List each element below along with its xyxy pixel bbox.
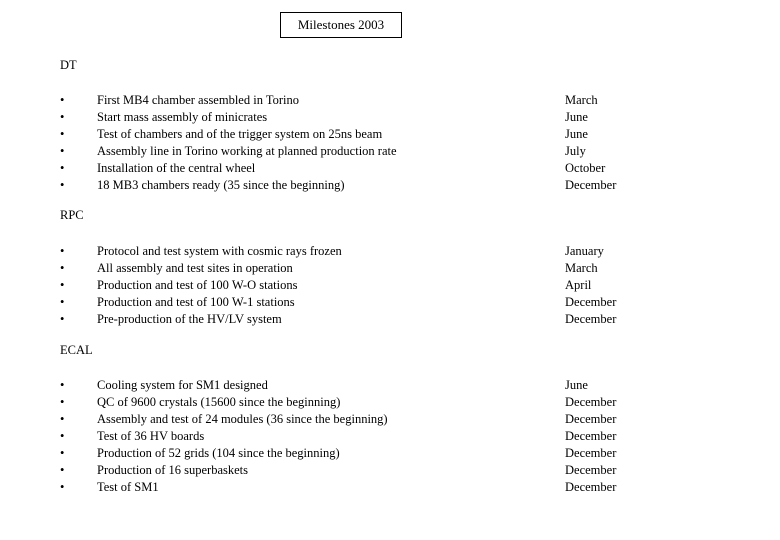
milestone-month: March xyxy=(565,261,598,275)
milestone-month: March xyxy=(565,93,598,107)
bullet-icon: • xyxy=(60,446,65,460)
milestone-row xyxy=(0,462,780,479)
milestone-task: Test of chambers and of the trigger system on 25ns beam xyxy=(97,127,383,141)
milestone-task: Production and test of 100 W-O stations xyxy=(97,278,298,292)
milestone-task: Cooling system for SM1 designed xyxy=(97,378,268,392)
milestone-row xyxy=(0,143,780,160)
milestone-row xyxy=(0,294,780,311)
bullet-icon: • xyxy=(60,93,65,107)
milestone-month: December xyxy=(565,312,617,326)
milestone-month: December xyxy=(565,463,617,477)
milestone-month: December xyxy=(565,295,617,309)
milestone-row xyxy=(0,260,780,277)
bullet-icon: • xyxy=(60,261,65,275)
bullet-icon: • xyxy=(60,110,65,124)
bullet-icon: • xyxy=(60,244,65,258)
bullet-icon: • xyxy=(60,312,65,326)
milestone-task: 18 MB3 chambers ready (35 since the beginning) xyxy=(97,178,345,192)
milestone-row xyxy=(0,109,780,126)
milestone-list xyxy=(0,243,780,328)
milestone-task: Test of 36 HV boards xyxy=(97,429,205,443)
milestone-row xyxy=(0,177,780,194)
milestone-row xyxy=(0,377,780,394)
milestone-task: Installation of the central wheel xyxy=(97,161,256,175)
milestone-row xyxy=(0,445,780,462)
milestone-task: All assembly and test sites in operation xyxy=(97,261,293,275)
milestone-month: December xyxy=(565,446,617,460)
milestone-task: Start mass assembly of minicrates xyxy=(97,110,268,124)
milestone-task: Protocol and test system with cosmic rays frozen xyxy=(97,244,342,258)
milestone-task: Production and test of 100 W-1 stations xyxy=(97,295,295,309)
milestone-month: January xyxy=(565,244,604,258)
milestone-month: December xyxy=(565,429,617,443)
milestone-task: First MB4 chamber assembled in Torino xyxy=(97,93,299,107)
milestone-month: June xyxy=(565,110,588,124)
milestone-month: December xyxy=(565,178,617,192)
bullet-icon: • xyxy=(60,161,65,175)
milestone-month: December xyxy=(565,412,617,426)
milestone-month: June xyxy=(565,127,588,141)
bullet-icon: • xyxy=(60,295,65,309)
milestone-task: Assembly line in Torino working at planned production rate xyxy=(97,144,397,158)
milestone-row xyxy=(0,411,780,428)
bullet-icon: • xyxy=(60,463,65,477)
milestone-row xyxy=(0,479,780,496)
milestone-task: Test of SM1 xyxy=(97,480,159,494)
milestone-month: July xyxy=(565,144,586,158)
milestone-task: Production of 16 superbaskets xyxy=(97,463,249,477)
milestone-row xyxy=(0,311,780,328)
bullet-icon: • xyxy=(60,412,65,426)
milestone-task: Assembly and test of 24 modules (36 since the beginning) xyxy=(97,412,388,426)
page-title: Milestones 2003 xyxy=(297,17,385,32)
milestone-month: June xyxy=(565,378,588,392)
bullet-icon: • xyxy=(60,429,65,443)
bullet-icon: • xyxy=(60,178,65,192)
milestone-month: October xyxy=(565,161,606,175)
bullet-icon: • xyxy=(60,395,65,409)
bullet-icon: • xyxy=(60,278,65,292)
bullet-icon: • xyxy=(60,144,65,158)
milestone-month: April xyxy=(565,278,592,292)
milestone-row xyxy=(0,277,780,294)
milestone-month: December xyxy=(565,395,617,409)
milestone-task: Production of 52 grids (104 since the beginning) xyxy=(97,446,340,460)
milestone-task: QC of 9600 crystals (15600 since the beginning) xyxy=(97,395,341,409)
section-heading: DT xyxy=(60,58,77,72)
milestone-month: December xyxy=(565,480,617,494)
milestone-task: Pre-production of the HV/LV system xyxy=(97,312,282,326)
milestone-row xyxy=(0,428,780,445)
milestone-row xyxy=(0,160,780,177)
page-title-box xyxy=(280,12,402,38)
milestone-list xyxy=(0,92,780,194)
milestone-row xyxy=(0,92,780,109)
milestone-row xyxy=(0,126,780,143)
bullet-icon: • xyxy=(60,480,65,494)
milestone-row xyxy=(0,394,780,411)
bullet-icon: • xyxy=(60,378,65,392)
section-heading: ECAL xyxy=(60,343,93,357)
milestone-row xyxy=(0,243,780,260)
section-heading: RPC xyxy=(60,208,84,222)
bullet-icon: • xyxy=(60,127,65,141)
milestone-list xyxy=(0,377,780,496)
